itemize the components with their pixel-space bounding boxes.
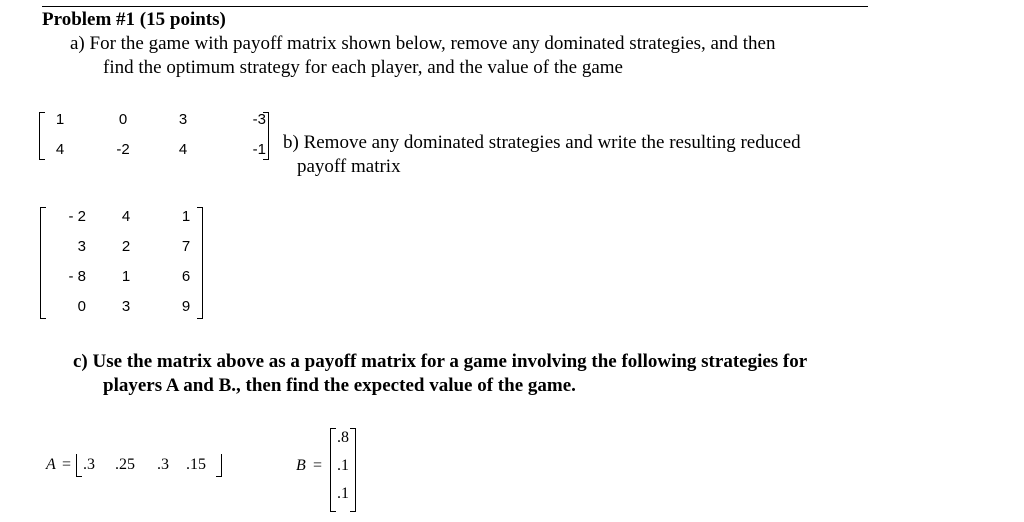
vector-b-right-bracket <box>350 428 356 512</box>
part-c-line-2: players A and B., then find the expected value of the game. <box>103 375 576 396</box>
part-b-line-2: payoff matrix <box>297 156 401 177</box>
matrix-a-cell: 4 <box>55 141 65 158</box>
part-b-line-1: b) Remove any dominated strategies and write the resulting reduced <box>283 132 801 153</box>
matrix-b-cell: 2 <box>121 238 131 255</box>
matrix-b-cell: 3 <box>77 238 86 255</box>
matrix-a-right-bracket <box>263 112 269 160</box>
part-a-line-1: a) For the game with payoff matrix shown below, remove any dominated strategies, and then <box>70 33 776 54</box>
matrix-a-cell: 0 <box>118 111 128 128</box>
vector-b-label: B <box>296 457 306 474</box>
matrix-b-left-bracket <box>40 207 46 319</box>
vector-a-value: .3 <box>157 456 169 473</box>
matrix-a-cell: 3 <box>178 111 188 128</box>
matrix-b-cell: 1 <box>121 268 131 285</box>
vector-a-label: A <box>46 456 56 473</box>
matrix-a-cell: -1 <box>252 141 266 158</box>
vector-b-value: .1 <box>337 457 349 474</box>
matrix-b-right-bracket <box>197 207 203 319</box>
matrix-a-cell: 1 <box>55 111 65 128</box>
matrix-b-cell: - 8 <box>68 268 86 285</box>
matrix-b-cell: - 2 <box>68 208 86 225</box>
matrix-b-cell: 1 <box>181 208 191 225</box>
matrix-b-cell: 3 <box>121 298 131 315</box>
top-rule <box>42 6 868 7</box>
matrix-b-cell: 7 <box>181 238 191 255</box>
vector-a-left-bracket <box>76 454 82 477</box>
vector-a-value: .25 <box>115 456 135 473</box>
equals-sign: = <box>62 456 72 473</box>
vector-a-right-bracket <box>216 454 222 477</box>
problem-title: Problem #1 (15 points) <box>42 9 226 30</box>
vector-a-value: .3 <box>83 456 95 473</box>
matrix-b-cell: 6 <box>181 268 191 285</box>
equals-sign: = <box>313 457 323 474</box>
matrix-b-cell: 9 <box>181 298 191 315</box>
matrix-a-left-bracket <box>39 112 45 160</box>
vector-b-value: .1 <box>337 485 349 502</box>
vector-b-left-bracket <box>330 428 336 512</box>
matrix-b-cell: 0 <box>77 298 86 315</box>
vector-a-value: .15 <box>186 456 206 473</box>
part-c-line-1: c) Use the matrix above as a payoff matrix for a game involving the following strategies for <box>73 351 808 372</box>
matrix-a-cell: -2 <box>116 141 130 158</box>
matrix-a-cell: -3 <box>252 111 266 128</box>
matrix-b-cell: 4 <box>121 208 131 225</box>
vector-b-value: .8 <box>337 429 349 446</box>
matrix-a-cell: 4 <box>178 141 188 158</box>
part-a-line-2: find the optimum strategy for each player, and the value of the game <box>103 57 623 78</box>
